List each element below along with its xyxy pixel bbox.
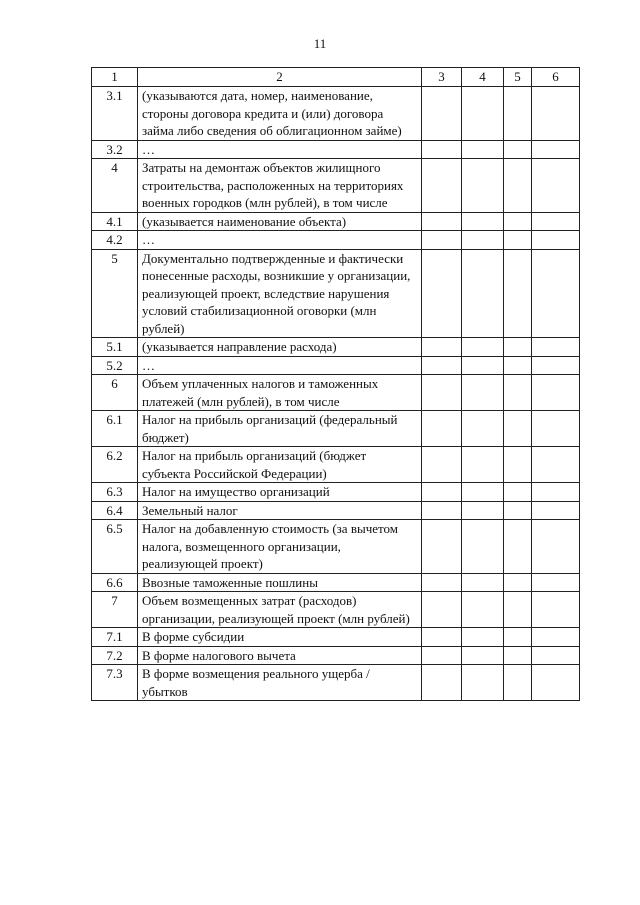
table-row xyxy=(92,483,580,502)
value-cell xyxy=(532,573,580,592)
row-description: (указывается наименование объекта) xyxy=(138,212,422,231)
value-cell xyxy=(532,159,580,213)
row-number: 5 xyxy=(92,249,138,338)
row-description: Налог на имущество организаций xyxy=(138,483,422,502)
row-description: Налог на прибыль организаций (федеральный бюджет) xyxy=(138,411,422,447)
value-cell xyxy=(462,231,504,250)
value-cell xyxy=(504,520,532,574)
column-header-5: 5 xyxy=(504,68,532,87)
value-cell xyxy=(504,212,532,231)
row-number: 6.4 xyxy=(92,501,138,520)
row-number: 4.1 xyxy=(92,212,138,231)
row-description: Документально подтвержденные и фактически понесенные расходы, возникшие у организации, реализующей проект, вследствие нарушения условий стабилизационной оговорки (млн рублей) xyxy=(138,249,422,338)
value-cell xyxy=(422,520,462,574)
row-description: … xyxy=(138,140,422,159)
value-cell xyxy=(422,483,462,502)
value-cell xyxy=(422,87,462,141)
value-cell xyxy=(504,501,532,520)
table-row xyxy=(92,646,580,665)
value-cell xyxy=(504,646,532,665)
value-cell xyxy=(504,628,532,647)
value-cell xyxy=(462,212,504,231)
table-row xyxy=(92,212,580,231)
row-number: 7 xyxy=(92,592,138,628)
value-cell xyxy=(504,375,532,411)
value-cell xyxy=(532,338,580,357)
column-header-2: 2 xyxy=(138,68,422,87)
row-number: 3.1 xyxy=(92,87,138,141)
row-number: 6.2 xyxy=(92,447,138,483)
value-cell xyxy=(532,501,580,520)
value-cell xyxy=(504,573,532,592)
value-cell xyxy=(422,375,462,411)
table-row xyxy=(92,628,580,647)
value-cell xyxy=(504,231,532,250)
table-row xyxy=(92,356,580,375)
row-number: 5.2 xyxy=(92,356,138,375)
value-cell xyxy=(422,140,462,159)
value-cell xyxy=(422,665,462,701)
value-cell xyxy=(422,338,462,357)
table-row xyxy=(92,375,580,411)
value-cell xyxy=(504,447,532,483)
row-description: В форме возмещения реального ущерба / убытков xyxy=(138,665,422,701)
value-cell xyxy=(462,646,504,665)
value-cell xyxy=(422,501,462,520)
value-cell xyxy=(422,212,462,231)
value-cell xyxy=(462,483,504,502)
value-cell xyxy=(462,573,504,592)
table-row xyxy=(92,87,580,141)
value-cell xyxy=(532,87,580,141)
value-cell xyxy=(504,87,532,141)
value-cell xyxy=(504,483,532,502)
value-cell xyxy=(422,447,462,483)
table-header-row xyxy=(92,68,580,87)
row-number: 6.5 xyxy=(92,520,138,574)
value-cell xyxy=(462,411,504,447)
value-cell xyxy=(422,573,462,592)
value-cell xyxy=(532,411,580,447)
value-cell xyxy=(532,140,580,159)
row-description: Объем уплаченных налогов и таможенных платежей (млн рублей), в том числе xyxy=(138,375,422,411)
value-cell xyxy=(504,159,532,213)
row-description: Налог на добавленную стоимость (за вычетом налога, возмещенного организации, реализующей проект) xyxy=(138,520,422,574)
value-cell xyxy=(532,646,580,665)
row-number: 6 xyxy=(92,375,138,411)
row-description: … xyxy=(138,231,422,250)
value-cell xyxy=(532,592,580,628)
value-cell xyxy=(462,249,504,338)
row-description: В форме налогового вычета xyxy=(138,646,422,665)
row-number: 6.1 xyxy=(92,411,138,447)
value-cell xyxy=(422,592,462,628)
value-cell xyxy=(462,87,504,141)
column-header-6: 6 xyxy=(532,68,580,87)
value-cell xyxy=(462,338,504,357)
table-row xyxy=(92,520,580,574)
value-cell xyxy=(422,159,462,213)
row-number: 7.1 xyxy=(92,628,138,647)
value-cell xyxy=(462,501,504,520)
table-row xyxy=(92,501,580,520)
value-cell xyxy=(532,520,580,574)
row-description: Объем возмещенных затрат (расходов) организации, реализующей проект (млн рублей) xyxy=(138,592,422,628)
value-cell xyxy=(504,411,532,447)
value-cell xyxy=(462,356,504,375)
table-row xyxy=(92,665,580,701)
value-cell xyxy=(422,356,462,375)
row-number: 3.2 xyxy=(92,140,138,159)
value-cell xyxy=(462,140,504,159)
column-header-1: 1 xyxy=(92,68,138,87)
table-row xyxy=(92,249,580,338)
table-row xyxy=(92,338,580,357)
value-cell xyxy=(422,646,462,665)
row-description: Налог на прибыль организаций (бюджет субъекта Российской Федерации) xyxy=(138,447,422,483)
table-row xyxy=(92,573,580,592)
value-cell xyxy=(532,628,580,647)
value-cell xyxy=(422,628,462,647)
value-cell xyxy=(462,375,504,411)
row-number: 7.2 xyxy=(92,646,138,665)
row-description: Земельный налог xyxy=(138,501,422,520)
value-cell xyxy=(504,338,532,357)
row-description: … xyxy=(138,356,422,375)
table-row xyxy=(92,231,580,250)
value-cell xyxy=(532,356,580,375)
table-row xyxy=(92,411,580,447)
table-row xyxy=(92,140,580,159)
row-number: 5.1 xyxy=(92,338,138,357)
value-cell xyxy=(422,249,462,338)
row-number: 7.3 xyxy=(92,665,138,701)
value-cell xyxy=(504,592,532,628)
value-cell xyxy=(504,140,532,159)
value-cell xyxy=(462,665,504,701)
value-cell xyxy=(532,249,580,338)
value-cell xyxy=(504,665,532,701)
value-cell xyxy=(532,665,580,701)
row-number: 4 xyxy=(92,159,138,213)
value-cell xyxy=(422,411,462,447)
value-cell xyxy=(462,159,504,213)
value-cell xyxy=(462,520,504,574)
column-header-4: 4 xyxy=(462,68,504,87)
report-table xyxy=(91,67,580,701)
column-header-3: 3 xyxy=(422,68,462,87)
row-description: (указывается направление расхода) xyxy=(138,338,422,357)
value-cell xyxy=(462,447,504,483)
value-cell xyxy=(462,628,504,647)
table-row xyxy=(92,159,580,213)
value-cell xyxy=(532,447,580,483)
page-number: 11 xyxy=(313,36,327,51)
value-cell xyxy=(532,212,580,231)
row-number: 6.3 xyxy=(92,483,138,502)
value-cell xyxy=(532,375,580,411)
value-cell xyxy=(504,249,532,338)
row-description: (указываются дата, номер, наименование, стороны договора кредита и (или) договора займа либо сведения об облигационном займе) xyxy=(138,87,422,141)
value-cell xyxy=(504,356,532,375)
table-row xyxy=(92,447,580,483)
table-row xyxy=(92,592,580,628)
row-number: 4.2 xyxy=(92,231,138,250)
row-description: В форме субсидии xyxy=(138,628,422,647)
value-cell xyxy=(532,483,580,502)
row-description: Затраты на демонтаж объектов жилищного строительства, расположенных на территориях военных городков (млн рублей), в том числе xyxy=(138,159,422,213)
row-number: 6.6 xyxy=(92,573,138,592)
row-description: Ввозные таможенные пошлины xyxy=(138,573,422,592)
value-cell xyxy=(422,231,462,250)
value-cell xyxy=(532,231,580,250)
value-cell xyxy=(462,592,504,628)
